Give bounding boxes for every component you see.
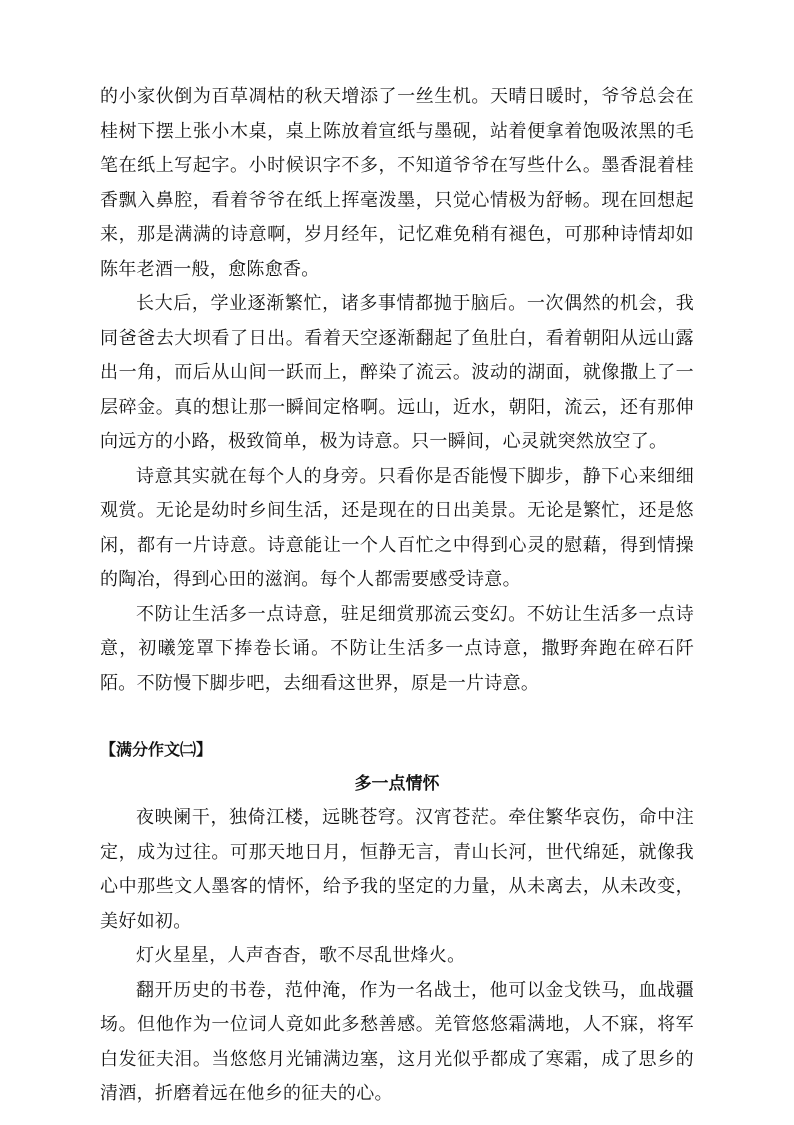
document-page <box>100 80 694 1112</box>
section-label: 【满分作文㈡】 <box>100 740 213 759</box>
essay2-paragraph-2: 灯火星星，人声杳杳，歌不尽乱世烽火。 <box>136 945 466 966</box>
essay1-paragraph-2: 长大后，学业逐渐繁忙，诸多事情都抛于脑后。一次偶然的机会，我同爸爸去大坝看了日出。看着天空逐渐翻起了鱼肚白，看着朝阳从远山露出一角，而后从山间一跃而上，醉染了流云。波动的湖面，就像撒上了一层碎金。真的想让那一瞬间定格啊。远山，近水，朝阳，流云，还有那伸向远方的小路，极致简单，极为诗意。只一瞬间，心灵就突然放空了。 <box>100 293 694 452</box>
essay2-paragraph-1: 夜映阑干，独倚江楼，远眺苍穹。汉宵苍茫。牵住繁华哀伤，命中注定，成为过往。可那天地日月，恒静无言，青山长河，世代绵延，就像我心中那些文人墨客的情怀，给予我的坚定的力量，从未离去，从未改变，美好如初。 <box>100 807 694 932</box>
essay2-paragraph-3: 翻开历史的书卷，范仲淹，作为一名战士，他可以金戈铁马，血战疆场。但他作为一位词人竟如此多愁善感。羌管悠悠霜满地，人不寐，将军白发征夫泪。当悠悠月光铺满边塞，这月光似乎都成了寒霜，成了思乡的清酒，折磨着远在他乡的征夫的心。 <box>100 979 694 1104</box>
essay1-paragraph-4: 不防让生活多一点诗意，驻足细赏那流云变幻。不妨让生活多一点诗意，初曦笼罩下捧卷长诵。不防让生活多一点诗意，撒野奔跑在碎石阡陌。不防慢下脚步吧，去细看这世界，原是一片诗意。 <box>100 603 694 694</box>
essay1-paragraph-1: 的小家伙倒为百草凋枯的秋天增添了一丝生机。天晴日暖时，爷爷总会在桂树下摆上张小木桌，桌上陈放着宣纸与墨砚，站着便拿着饱吸浓黑的毛笔在纸上写起字。小时候识字不多，不知道爷爷在写些什么。墨香混着桂香飘入鼻腔，看着爷爷在纸上挥毫泼墨，只觉心情极为舒畅。现在回想起来，那是满满的诗意啊，岁月经年，记忆难免稍有褪色，可那种诗情却如陈年老酒一般，愈陈愈香。 <box>100 86 694 280</box>
essay1-paragraph-3: 诗意其实就在每个人的身旁。只看你是否能慢下脚步，静下心来细细观赏。无论是幼时乡间生活，还是现在的日出美景。无论是繁忙，还是悠闲，都有一片诗意。诗意能让一个人百忙之中得到心灵的慰藉，得到情操的陶冶，得到心田的滋润。每个人都需要感受诗意。 <box>100 465 694 590</box>
essay-title: 多一点情怀 <box>354 774 440 794</box>
